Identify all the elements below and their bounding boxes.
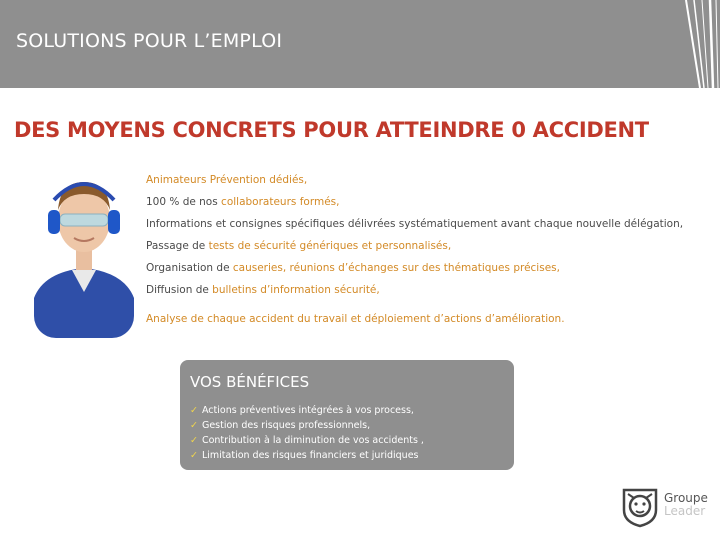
list-item [146,174,307,186]
benefits-title: VOS BÉNÉFICES [190,373,310,391]
highlighted-text: causeries, réunions d’échanges sur des thématiques précises, [232,262,560,274]
header-title: SOLUTIONS POUR L’EMPLOI [16,30,283,52]
highlighted-text: Animateurs Prévention dédiés, [146,174,308,186]
benefit-item: ✓ Contribution à la diminution de vos accidents , [190,435,424,446]
check-icon: ✓ [190,435,198,446]
list-item [146,313,565,325]
benefit-item: ✓ Actions préventives intégrées à vos process, [190,405,414,416]
lion-logo-icon [620,484,660,528]
highlighted-text: collaborateurs formés, [221,196,340,208]
benefit-item: ✓ Gestion des risques professionnels, [190,420,371,431]
item-text: 100 % de nos [146,196,222,208]
highlighted-text: tests de sécurité génériques et personnalisés, [208,240,452,252]
decorative-lines-icon [668,0,720,88]
list-item [146,218,683,230]
logo-line1: Groupe [664,491,708,505]
list-item [146,284,380,296]
groupe-leader-logo [620,484,716,528]
list-item [146,196,339,208]
list-item [146,262,560,274]
item-text: Passage de [146,240,209,252]
item-text: Organisation de [146,262,233,274]
main-title: DES MOYENS CONCRETS POUR ATTEINDRE 0 ACCIDENT [14,118,649,142]
check-icon: ✓ [190,405,198,416]
logo-text [664,492,708,518]
check-icon: ✓ [190,450,198,461]
check-icon: ✓ [190,420,198,431]
item-text: Informations et consignes spécifiques délivrées systématiquement avant chaque nouvelle délégation, [146,218,684,230]
worker-photo [34,170,134,338]
highlighted-text: bulletins d’information sécurité, [212,284,380,296]
header-bar [0,0,720,88]
highlighted-text: Analyse de chaque accident du travail et déploiement d’actions d’amélioration. [146,313,565,325]
item-text: Diffusion de [146,284,213,296]
list-item [146,240,451,252]
logo-line2: Leader [664,504,706,518]
benefit-item: ✓ Limitation des risques financiers et juridiques [190,450,419,461]
benefits-box [180,360,514,470]
